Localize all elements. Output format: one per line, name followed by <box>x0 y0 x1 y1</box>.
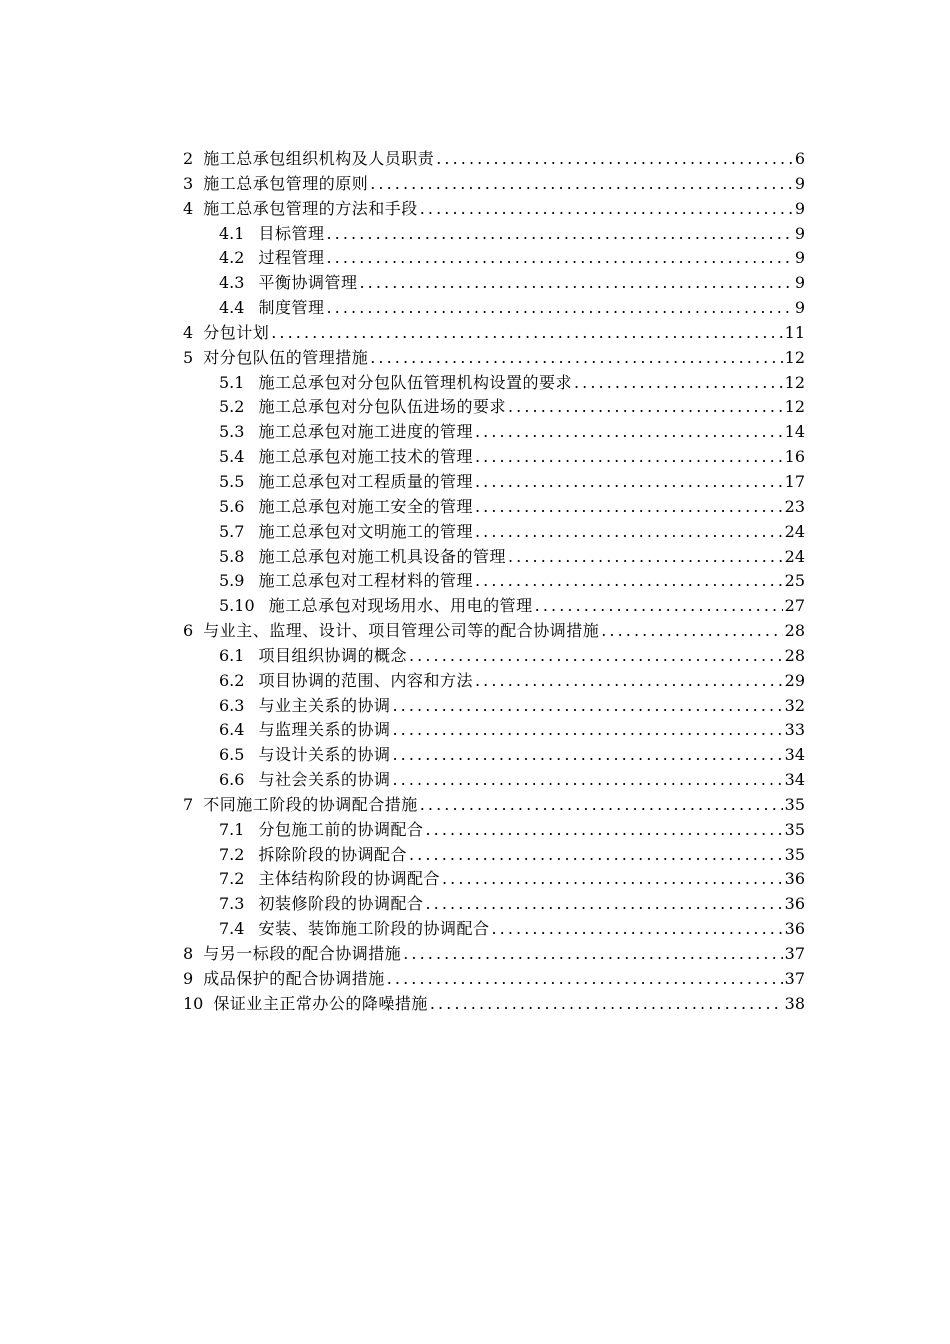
toc-dot-leader <box>269 321 782 346</box>
toc-entry-line <box>219 495 805 520</box>
toc-entry-number: 6.1 <box>219 645 245 665</box>
toc-entry[interactable] <box>0 246 950 271</box>
toc-entry-page-number: 35 <box>784 844 805 864</box>
toc-dot-leader <box>401 942 782 967</box>
toc-entry-line <box>219 569 805 594</box>
toc-entry-page-number: 9 <box>794 273 805 293</box>
toc-entry-number: 10 <box>183 993 204 1013</box>
toc-entry-title: 施工总承包对文明施工的管理 <box>258 521 473 541</box>
toc-entry-line <box>219 669 805 694</box>
toc-dot-leader <box>390 768 782 793</box>
toc-entry-title: 施工总承包管理的方法和手段 <box>203 198 418 218</box>
toc-entry-number: 7.4 <box>219 919 245 939</box>
toc-entry-page-number: 17 <box>784 471 805 491</box>
toc-entry-line <box>219 420 805 445</box>
toc-entry-line <box>183 346 805 371</box>
toc-entry-title: 施工总承包对施工安全的管理 <box>258 496 473 516</box>
toc-entry-title: 施工总承包对工程材料的管理 <box>258 571 473 591</box>
toc-entry-page-number: 34 <box>784 770 805 790</box>
toc-dot-leader <box>473 495 783 520</box>
toc-entry-number: 4 <box>183 198 194 218</box>
toc-entry-line <box>219 917 805 942</box>
toc-entry-title: 制度管理 <box>258 298 325 318</box>
toc-entry-title: 过程管理 <box>258 248 325 268</box>
toc-dot-leader <box>324 296 792 321</box>
toc-entry-line <box>219 818 805 843</box>
toc-entry-title: 与设计关系的协调 <box>258 745 391 765</box>
toc-entry-line <box>219 296 805 321</box>
toc-entry[interactable] <box>0 147 950 172</box>
toc-dot-leader <box>572 371 783 396</box>
toc-entry-title: 与业主、监理、设计、项目管理公司等的配合协调措施 <box>203 621 600 641</box>
toc-dot-leader <box>423 892 782 917</box>
toc-entry-title: 与业主关系的协调 <box>258 695 391 715</box>
toc-entry-title: 拆除阶段的协调配合 <box>258 844 407 864</box>
toc-dot-leader <box>324 222 792 247</box>
toc-dot-leader <box>473 420 783 445</box>
toc-entry[interactable] <box>0 222 950 247</box>
toc-dot-leader <box>407 644 783 669</box>
toc-entry-number: 5.6 <box>219 496 245 516</box>
toc-entry-page-number: 23 <box>784 496 805 516</box>
toc-entry-number: 2 <box>183 149 194 168</box>
toc-entry-line <box>219 743 805 768</box>
toc-entry-page-number: 36 <box>784 869 805 889</box>
toc-entry-number: 4.4 <box>219 298 245 318</box>
toc-entry-line <box>219 694 805 719</box>
toc-entry-number: 6.5 <box>219 745 245 765</box>
toc-entry-title: 施工总承包对施工技术的管理 <box>258 447 473 467</box>
toc-entry-number: 7.2 <box>219 869 245 889</box>
toc-entry-title: 施工总承包对分包队伍管理机构设置的要求 <box>258 372 572 392</box>
toc-entry[interactable] <box>0 768 950 793</box>
toc-entry-line <box>183 967 805 992</box>
toc-entry-number: 4.1 <box>219 223 245 243</box>
toc-entry-line <box>219 892 805 917</box>
toc-entry-title: 成品保护的配合协调措施 <box>203 968 385 988</box>
toc-entry-line <box>183 619 805 644</box>
toc-entry-line <box>183 992 805 1017</box>
toc-dot-leader <box>418 793 783 818</box>
toc-entry-line <box>183 172 805 197</box>
toc-entry-page-number: 34 <box>784 745 805 765</box>
toc-entry-page-number: 12 <box>784 372 805 392</box>
toc-entry-line <box>219 222 805 247</box>
toc-entry-number: 5.5 <box>219 471 245 491</box>
toc-entry[interactable] <box>0 619 950 644</box>
toc-entry-title: 与另一标段的配合协调措施 <box>203 944 402 963</box>
toc-entry-number: 4.2 <box>219 248 245 268</box>
toc-entry-title: 平衡协调管理 <box>258 273 358 293</box>
toc-entry-line <box>219 271 805 296</box>
toc-entry[interactable] <box>0 793 950 818</box>
toc-dot-leader <box>368 172 793 197</box>
toc-entry[interactable] <box>0 594 950 619</box>
toc-entry-line <box>219 718 805 743</box>
toc-entry-title: 施工总承包对分包队伍进场的要求 <box>258 397 506 417</box>
toc-entry-line <box>183 321 805 346</box>
toc-entry-number: 3 <box>183 173 194 193</box>
toc-entry-number: 7.1 <box>219 819 245 839</box>
toc-entry-number: 5.1 <box>219 372 245 392</box>
toc-entry-title: 施工总承包对施工进度的管理 <box>258 422 473 442</box>
toc-entry[interactable] <box>0 743 950 768</box>
toc-entry-page-number: 35 <box>784 794 805 814</box>
toc-entry-page-number: 11 <box>784 322 805 342</box>
toc-entry[interactable] <box>0 271 950 296</box>
toc-entry-number: 7 <box>183 794 194 814</box>
toc-entry-page-number: 36 <box>784 894 805 914</box>
toc-dot-leader <box>440 867 783 892</box>
toc-entry-page-number: 12 <box>784 397 805 417</box>
toc-dot-leader <box>599 619 782 644</box>
toc-entry-line <box>183 197 805 222</box>
toc-dot-leader <box>506 395 783 420</box>
toc-entry-line <box>219 843 805 868</box>
toc-dot-leader <box>473 445 783 470</box>
toc-entry-page-number: 25 <box>784 571 805 591</box>
toc-entry[interactable] <box>0 545 950 570</box>
toc-entry-number: 4.3 <box>219 273 245 293</box>
toc-entry-title: 目标管理 <box>258 223 325 243</box>
toc-entry-line <box>219 371 805 396</box>
toc-entry-title: 项目协调的范围、内容和方法 <box>258 670 473 690</box>
toc-entry-number: 5.2 <box>219 397 245 417</box>
toc-dot-leader <box>390 694 782 719</box>
toc-dot-leader <box>385 967 783 992</box>
toc-entry[interactable] <box>0 395 950 420</box>
toc-dot-leader <box>473 569 783 594</box>
toc-entry-page-number: 37 <box>784 944 805 963</box>
toc-entry-page-number: 28 <box>784 645 805 665</box>
toc-entry-page-number: 14 <box>784 422 805 442</box>
toc-entry-page-number: 24 <box>784 546 805 566</box>
toc-entry-number: 5.4 <box>219 447 245 467</box>
toc-dot-leader <box>324 246 792 271</box>
toc-entry[interactable] <box>0 172 950 197</box>
toc-entry-page-number: 28 <box>784 621 805 641</box>
toc-entry-number: 6.4 <box>219 720 245 740</box>
toc-entry-number: 6.2 <box>219 670 245 690</box>
toc-entry-page-number: 16 <box>784 447 805 467</box>
toc-entry-title: 施工总承包管理的原则 <box>203 173 369 193</box>
toc-entry-number: 5 <box>183 347 194 367</box>
toc-entry-line <box>219 867 805 892</box>
toc-entry-title: 分包施工前的协调配合 <box>258 819 424 839</box>
toc-entry-page-number: 9 <box>794 173 805 193</box>
toc-entry-line <box>183 147 805 172</box>
toc-entry-title: 初装修阶段的协调配合 <box>258 894 424 914</box>
toc-entry[interactable] <box>0 197 950 222</box>
toc-entry-page-number: 38 <box>784 993 805 1013</box>
toc-entry-number: 5.8 <box>219 546 245 566</box>
toc-entry-page-number: 6 <box>794 149 805 168</box>
toc-entry-page-number: 12 <box>784 347 805 367</box>
toc-dot-leader <box>434 147 793 172</box>
toc-entry-number: 6 <box>183 621 194 641</box>
toc-entry[interactable] <box>0 818 950 843</box>
toc-dot-leader <box>357 271 792 296</box>
toc-entry-title: 对分包队伍的管理措施 <box>203 347 369 367</box>
toc-entry-page-number: 32 <box>784 695 805 715</box>
toc-entry[interactable] <box>0 569 950 594</box>
toc-entry-title: 主体结构阶段的协调配合 <box>258 869 440 889</box>
toc-entry[interactable] <box>0 420 950 445</box>
toc-entry[interactable] <box>0 718 950 743</box>
toc-entry-page-number: 37 <box>784 968 805 988</box>
toc-entry-number: 5.3 <box>219 422 245 442</box>
toc-entry[interactable] <box>0 520 950 545</box>
toc-entry-line <box>219 470 805 495</box>
toc-entry[interactable] <box>0 445 950 470</box>
toc-dot-leader <box>533 594 783 619</box>
toc-entry-number: 6.3 <box>219 695 245 715</box>
toc-entry-title: 施工总承包对施工机具设备的管理 <box>258 546 506 566</box>
toc-dot-leader <box>368 346 782 371</box>
toc-entry-page-number: 9 <box>794 223 805 243</box>
toc-entry-page-number: 9 <box>794 248 805 268</box>
toc-entry[interactable] <box>0 694 950 719</box>
toc-dot-leader <box>506 545 783 570</box>
toc-entry[interactable] <box>0 321 950 346</box>
toc-entry-line <box>219 520 805 545</box>
toc-dot-leader <box>473 470 783 495</box>
toc-entry-page-number: 24 <box>784 521 805 541</box>
toc-entry[interactable] <box>0 942 950 967</box>
toc-dot-leader <box>418 197 793 222</box>
toc-entry-line <box>219 445 805 470</box>
toc-entry-page-number: 27 <box>784 596 805 616</box>
toc-entry-number: 7.3 <box>219 894 245 914</box>
toc-entry[interactable] <box>0 843 950 868</box>
toc-dot-leader <box>428 992 783 1017</box>
toc-entry-title: 安装、装饰施工阶段的协调配合 <box>258 919 490 939</box>
toc-entry[interactable] <box>0 992 950 1017</box>
toc-entry[interactable] <box>0 296 950 321</box>
toc-entry-line <box>219 768 805 793</box>
toc-entry-title: 分包计划 <box>203 322 270 342</box>
toc-entry[interactable] <box>0 495 950 520</box>
toc-entry[interactable] <box>0 892 950 917</box>
toc-entry[interactable] <box>0 669 950 694</box>
toc-entry[interactable] <box>0 470 950 495</box>
toc-dot-leader <box>473 520 783 545</box>
toc-entry-title: 与监理关系的协调 <box>258 720 391 740</box>
toc-entry[interactable] <box>0 346 950 371</box>
toc-entry-line <box>183 942 805 967</box>
toc-entry-number: 5.7 <box>219 521 245 541</box>
toc-entry-line <box>219 545 805 570</box>
toc-entry-line <box>219 644 805 669</box>
toc-dot-leader <box>473 669 783 694</box>
toc-entry-number: 7.2 <box>219 844 245 864</box>
toc-entry-number: 8 <box>183 944 194 963</box>
toc-entry-page-number: 9 <box>794 198 805 218</box>
toc-entry-title: 施工总承包对工程质量的管理 <box>258 471 473 491</box>
toc-entry-number: 5.9 <box>219 571 245 591</box>
toc-dot-leader <box>423 818 782 843</box>
toc-dot-leader <box>390 718 782 743</box>
toc-dot-leader <box>489 917 782 942</box>
toc-entry-number: 6.6 <box>219 770 245 790</box>
toc-entry[interactable] <box>0 917 950 942</box>
toc-entry-line <box>219 594 805 619</box>
toc-entry[interactable] <box>0 644 950 669</box>
toc-entry-number: 5.10 <box>219 596 255 616</box>
toc-entry-page-number: 29 <box>784 670 805 690</box>
toc-entry[interactable] <box>0 867 950 892</box>
table-of-contents <box>0 147 950 1017</box>
toc-entry-title: 保证业主正常办公的降噪措施 <box>213 993 428 1013</box>
toc-entry-title: 施工总承包组织机构及人员职责 <box>203 149 435 168</box>
toc-entry-number: 9 <box>183 968 194 988</box>
toc-entry-line <box>219 246 805 271</box>
toc-entry-page-number: 36 <box>784 919 805 939</box>
toc-entry-title: 项目组织协调的概念 <box>258 645 407 665</box>
toc-entry-page-number: 33 <box>784 720 805 740</box>
toc-entry-title: 不同施工阶段的协调配合措施 <box>203 794 418 814</box>
toc-entry-number: 4 <box>183 322 194 342</box>
toc-dot-leader <box>407 843 783 868</box>
toc-entry-page-number: 9 <box>794 298 805 318</box>
toc-entry-title: 与社会关系的协调 <box>258 770 391 790</box>
toc-entry[interactable] <box>0 371 950 396</box>
toc-entry[interactable] <box>0 967 950 992</box>
toc-entry-title: 施工总承包对现场用水、用电的管理 <box>268 596 533 616</box>
toc-dot-leader <box>390 743 782 768</box>
toc-entry-line <box>183 793 805 818</box>
toc-entry-page-number: 35 <box>784 819 805 839</box>
toc-entry-line <box>219 395 805 420</box>
